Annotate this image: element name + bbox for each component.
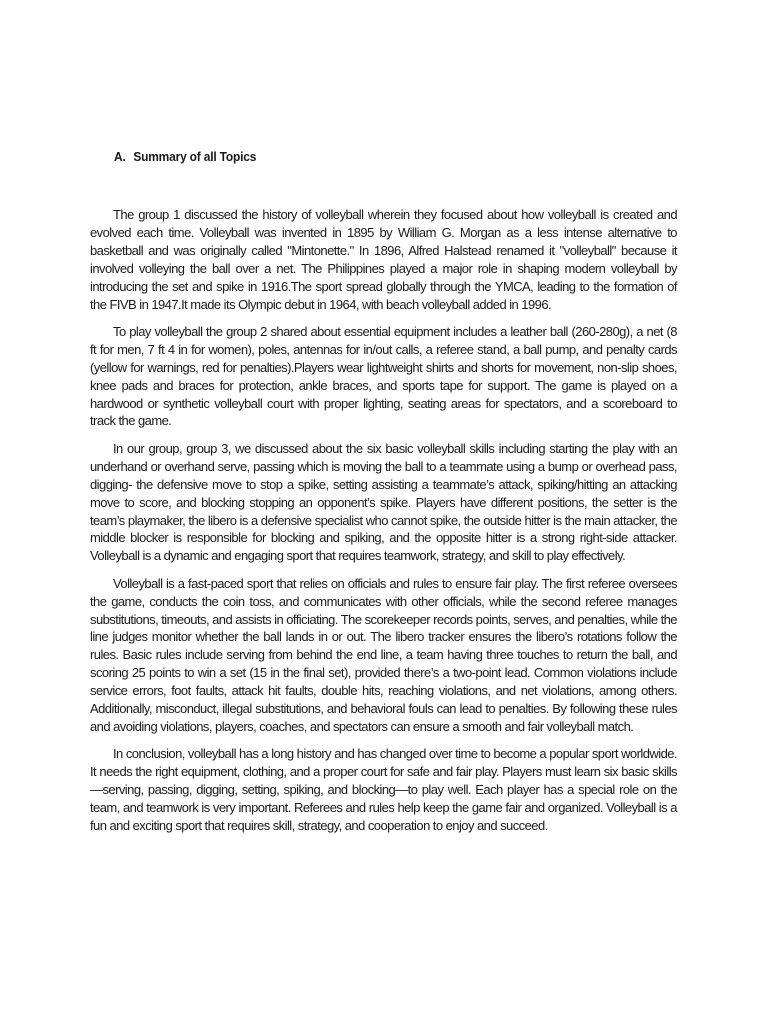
paragraph-group-1-history: The group 1 discussed the history of volleyball wherein they focused about how volleyball is created and evolved each time. Volleyball was invented in 1895 by William G. Morgan as a less intense alternative to basketball and was originally called "Mintonette." In 1896, Alfred Halstead renamed it "volleyball" because it involved volleying the ball over a net. The Philippines played a major role in shaping modern volleyball by introducing the set and spike in 1916.The sport spread globally through the YMCA, leading to the formation of the FIVB in 1947.It made its Olympic debut in 1964, with beach volleyball added in 1996. <box>90 207 677 312</box>
paragraph-conclusion: In conclusion, volleyball has a long history and has changed over time to become a popular sport worldwide. It needs the right equipment, clothing, and a proper court for safe and fair play. Players must learn six basic skills—serving, passing, digging, setting, spiking, and blocking—to play well. Each player has a special role on the team, and teamwork is very important. Referees and rules help keep the game fair and organized. Volleyball is a fun and exciting sport that requires skill, strategy, and cooperation to enjoy and succeed. <box>90 746 677 833</box>
paragraph-group-3-skills: In our group, group 3, we discussed about the six basic volleyball skills including starting the play with an underhand or overhand serve, passing which is moving the ball to a teammate using a bump or overhead pass, digging- the defensive move to stop a spike, setting assisting a teammate’s attack, spiking/hitting an attacking move to score, and blocking stopping an opponent’s spike. Players have different positions, the setter is the team’s playmaker, the libero is a defensive specialist who cannot spike, the outside hitter is the main attacker, the middle blocker is responsible for blocking and spiking, and the opposite hitter is a strong right-side attacker. Volleyball is a dynamic and engaging sport that requires teamwork, strategy, and skill to play effectively. <box>90 440 677 564</box>
section-marker: A. <box>114 149 126 164</box>
paragraph-officials-and-rules: Volleyball is a fast-paced sport that relies on officials and rules to ensure fair play. The first referee oversees the game, conducts the coin toss, and communicates with other officials, while the second referee manages substitutions, timeouts, and assists in officiating. The scorekeeper records points, serves, and penalties, while the line judges monitor whether the ball lands in or out. The libero tracker ensures the libero’s rotations follow the rules. Basic rules include serving from behind the end line, a team having three touches to return the ball, and scoring 25 points to win a set (15 in the final set), provided there’s a two-point lead. Common violations include service errors, foot faults, attack hit faults, double hits, reaching violations, and net violations, among others. Additionally, misconduct, illegal substitutions, and behavioral fouls can lead to penalties. By following these rules and avoiding violations, players, coaches, and spectators can ensure a smooth and fair volleyball match. <box>90 575 677 734</box>
paragraph-group-2-equipment: To play volleyball the group 2 shared about essential equipment includes a leather ball (260-280g), a net (8 ft for men, 7 ft 4 in for women), poles, antennas for in/out calls, a referee stand, a ball pump, and penalty cards (yellow for warnings, red for penalties).Players wear lightweight shirts and shorts for movement, non-slip shoes, knee pads and braces for protection, ankle braces, and sports tape for support. The game is played on a hardwood or synthetic volleyball court with proper lighting, seating areas for spectators, and a scoreboard to track the game. <box>90 323 677 429</box>
summary-body <box>90 206 677 844</box>
section-title: Summary of all Topics <box>133 149 257 164</box>
section-heading <box>114 149 256 164</box>
